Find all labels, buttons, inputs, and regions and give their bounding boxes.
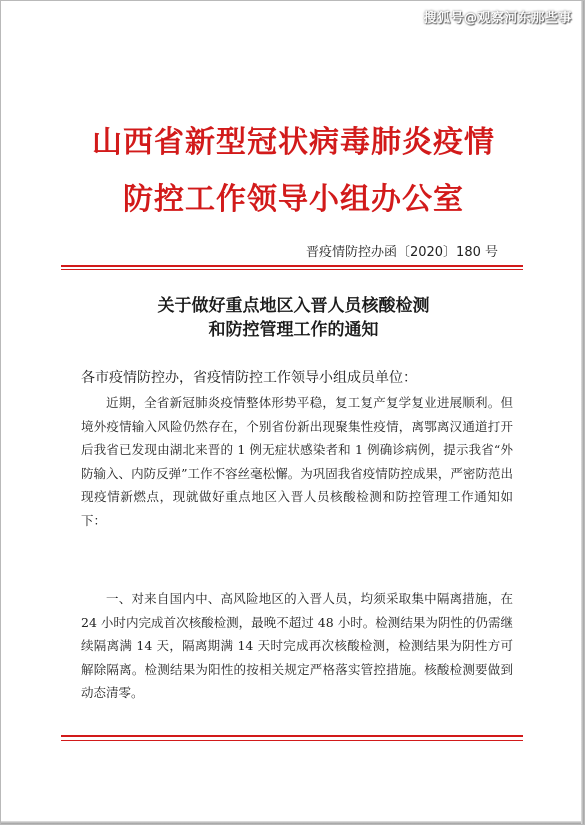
watermark: 搜狐号@观察河东那些事: [423, 11, 572, 26]
notice-title-line-2: 和防控管理工作的通知: [208, 320, 379, 340]
issuing-office-title-line-1: 山西省新型冠状病毒肺炎疫情: [92, 125, 495, 160]
notice-title-line-1: 关于做好重点地区入晋人员核酸检测: [157, 296, 430, 316]
body-paragraph: 一、对来自国内中、高风险地区的入晋人员，均须采取集中隔离措施，在 24 小时内完成首次核酸检测，最晚不超过 48 小时。检测结果为阴性的仍需继续隔离满 14 天，隔离期满 14 天时完成再次核酸检测，检测结果为阴性方可解除隔离。检测结果为阳性的按相关规定严格落实管控措施。核酸检测要做到动态清零。: [81, 591, 513, 701]
page-shadow: [1, 821, 584, 824]
footer-red-rule-thick: [61, 735, 523, 737]
footer-red-rule-thin: [61, 740, 523, 741]
salutation: 各市疫情防控办，省疫情防控工作领导小组成员单位：: [81, 370, 417, 386]
header-red-rule-thick: [61, 265, 523, 267]
header-red-rule-thin: [61, 269, 523, 270]
body-paragraph: 近期，全省新冠肺炎疫情整体形势平稳，复工复产复学复业进展顺利。但境外疫情输入风险仍然存在，个别省份新出现聚集性疫情，离鄂离汉通道打开后我省已发现由湖北来晋的 1 例无症状感染者和 1 例确诊病例，提示我省“外防输入、内防反弹”工作不容丝毫松懈。为巩固我省疫情防控成果，严密防范出现疫情新燃点，现就做好重点地区入晋人员核酸检测和防控管理工作通知如下：: [81, 395, 513, 528]
document-number: 晋疫情防控办函〔2020〕180 号: [305, 245, 498, 260]
issuing-office-title-line-2: 防控工作领导小组办公室: [123, 182, 464, 217]
